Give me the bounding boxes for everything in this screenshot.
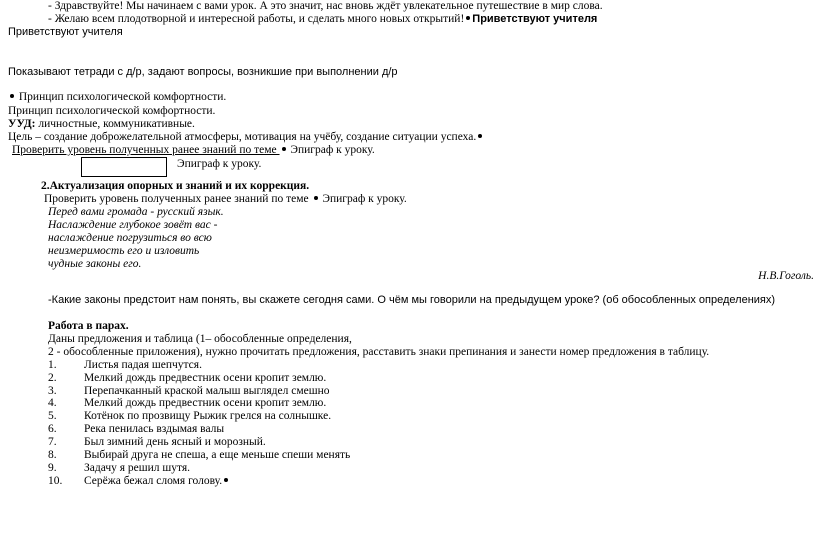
check-text: Проверить уровень полученных ранее знаний по теме <box>12 144 280 156</box>
epigraph-label: Эпиграф к уроку. <box>177 158 262 170</box>
greeting-line: - Здравствуйте! Мы начинаем с вами урок. А это значит, нас вновь ждёт увлекательное путешествие в мир слова. <box>48 0 603 12</box>
check-line-2 <box>44 193 407 206</box>
bullet-dot-icon <box>314 196 318 200</box>
bullet-dot-icon <box>10 94 14 98</box>
sentence-text: Задачу я решил шутя. <box>84 462 191 474</box>
wish-text: - Желаю всем плодотворной и интересной работы, и сделать много новых открытий! <box>48 13 465 25</box>
sentence-text: Был зимний день ясный и морозный. <box>84 436 266 448</box>
homework-line: Показывают тетради с д/р, задают вопросы, возникшие при выполнении д/р <box>8 66 398 78</box>
pair-work-title: Работа в парах. <box>48 320 129 332</box>
epigraph-text: Эпиграф к уроку. <box>290 144 375 156</box>
poem-line-3: наслаждение погрузиться во всю <box>48 232 212 244</box>
question-line: -Какие законы предстоит нам понять, вы скажете сегодня сами. О чём мы говорили на предыдущем уроке? (об обособленных определениях) <box>48 294 776 306</box>
pair-work-desc-1: Даны предложения и таблица (1– обособленные определения, <box>48 333 352 345</box>
sentence-number: 5. <box>48 410 57 422</box>
sentence-number: 3. <box>48 385 57 397</box>
sentence-item <box>48 475 230 488</box>
sentence-text: Котёнок по прозвищу Рыжик грелся на солнышке. <box>84 410 332 422</box>
uud-text: личностные, коммуникативные. <box>35 118 195 130</box>
check-line-1 <box>12 144 375 157</box>
poem-line-1: Перед вами громада - русский язык. <box>48 206 224 218</box>
empty-table-cell <box>81 157 167 177</box>
poem-line-4: неизмеримость его и изловить <box>48 245 200 257</box>
sentence-number: 10. <box>48 475 63 487</box>
teacher-greeting-label: Приветствуют учителя <box>472 13 598 25</box>
sentence-item <box>48 410 331 423</box>
sentence-text: Серёжа бежал сломя голову. <box>84 475 223 487</box>
sentence-text: Мелкий дождь предвестник осени кропит землю. <box>84 397 327 409</box>
poem-line-5: чудные законы его. <box>48 258 142 270</box>
bullet-dot-icon <box>466 16 470 20</box>
sentence-text: Листья падая шепчутся. <box>84 359 202 371</box>
pair-work-desc-2: 2 - обособленные приложения), нужно прочитать предложения, расставить знаки препинания и занести номер предложения в таблицу. <box>48 346 710 358</box>
uud-line <box>8 118 195 131</box>
sentence-number: 9. <box>48 462 57 474</box>
sentence-number: 6. <box>48 423 57 435</box>
sentence-number: 4. <box>48 397 57 409</box>
goal-line <box>8 131 484 144</box>
wish-line <box>48 13 597 26</box>
sentence-text: Мелкий дождь предвестник осени кропит землю. <box>84 372 327 384</box>
sentence-number: 1. <box>48 359 57 371</box>
teacher-greeting: Приветствуют учителя <box>8 26 123 38</box>
sentence-item <box>48 397 326 410</box>
sentence-number: 8. <box>48 449 57 461</box>
sentence-item <box>48 423 224 436</box>
sentence-item <box>48 359 202 372</box>
poem-author: Н.В.Гоголь. <box>758 270 814 282</box>
section-2-title: 2.Актуализация опорных и знаний и их коррекция. <box>41 180 310 192</box>
epigraph-text: Эпиграф к уроку. <box>322 193 407 205</box>
sentence-item <box>48 372 326 385</box>
goal-text: Цель – создание доброжелательной атмосферы, мотивация на учёбу, создание ситуации успеха. <box>8 131 477 143</box>
sentence-item <box>48 462 190 475</box>
uud-label: УУД: <box>8 118 36 130</box>
bullet-dot-icon <box>478 134 482 138</box>
sentence-item <box>48 449 350 462</box>
sentence-number: 7. <box>48 436 57 448</box>
sentence-text: Выбирай друга не спеша, а еще меньше спеши менять <box>84 449 351 461</box>
sentence-item <box>48 436 266 449</box>
bullet-dot-icon <box>224 478 228 482</box>
principle-text: Принцип психологической комфортности. <box>18 91 227 103</box>
bullet-dot-icon <box>282 147 286 151</box>
sentence-text: Река пенилась вздымая валы <box>84 423 225 435</box>
principle-line-2: Принцип психологической комфортности. <box>8 105 216 117</box>
principle-line-1 <box>8 91 226 104</box>
sentence-number: 2. <box>48 372 57 384</box>
check-text: Проверить уровень полученных ранее знаний по теме <box>44 193 312 205</box>
poem-line-2: Наслаждение глубокое зовёт вас - <box>48 219 218 231</box>
sentence-text: Перепачканный краской малыш выглядел смешно <box>84 385 330 397</box>
